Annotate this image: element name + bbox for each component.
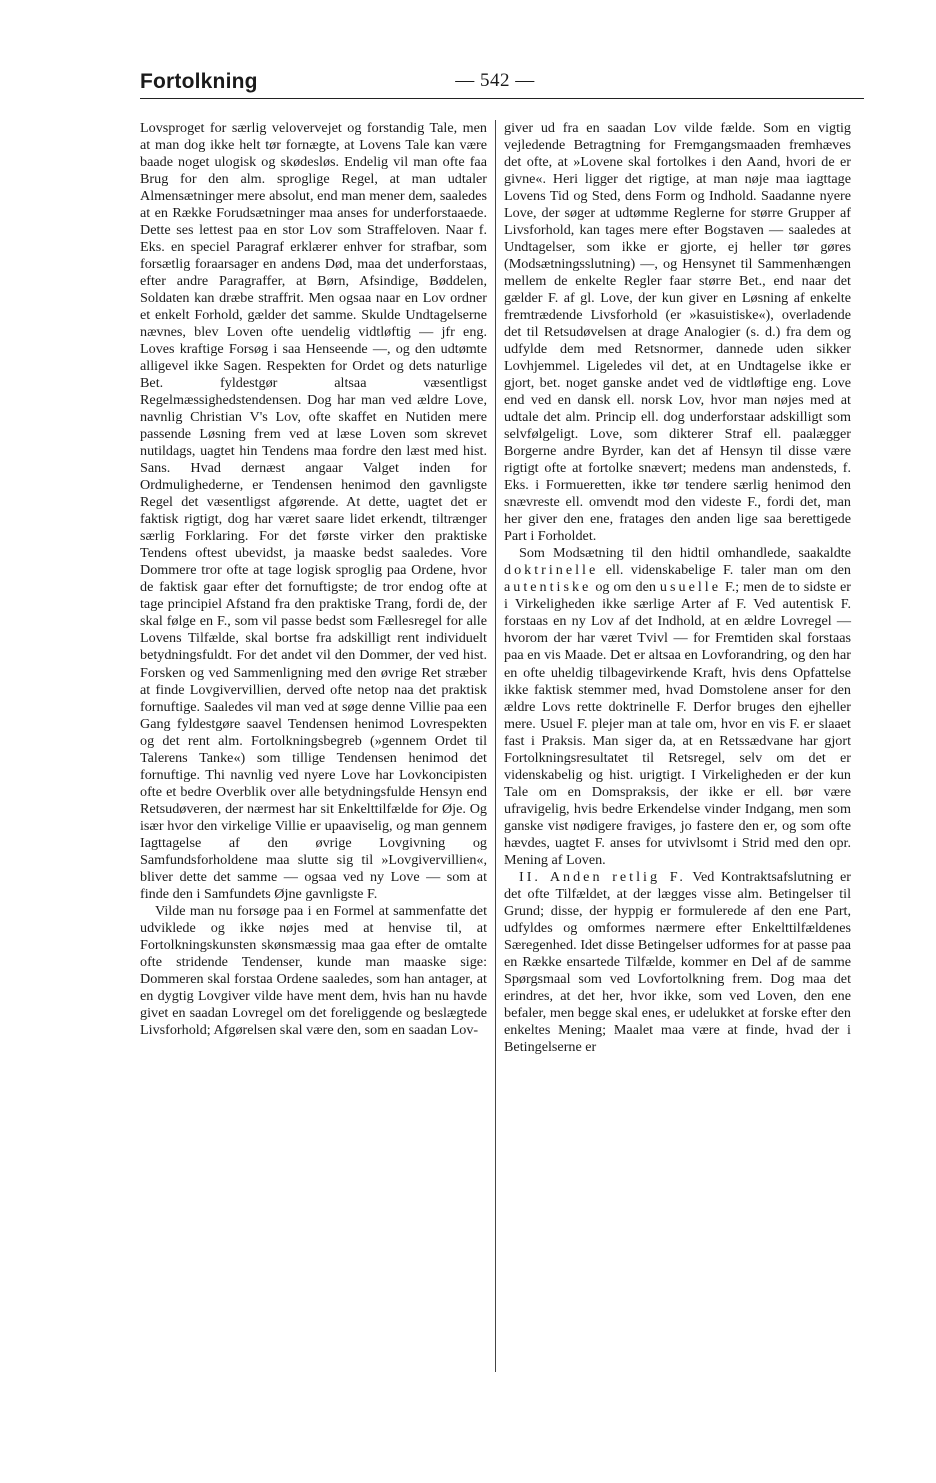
header-rule (140, 98, 864, 99)
paragraph (504, 869, 851, 1056)
paragraph (504, 545, 851, 868)
term-usuelle: usuelle (659, 579, 721, 596)
text-run: F.; men de to sidste er i Virkeligheden ikke særlige Arter af F. Ved autentisk F. forstaas en ny Lov af det Indhold, at en ældre Lovregel — hvorom der har været Tvivl — for Fremtiden skal forstaas paa en vis Maade. Det er altsaa en Lovforandring, og den har en ofte uheldig tilbagevirkende Kraft, hvis dens Opfattelse ikke faktisk stemmer med, hvad Domstolene anser for den ældre Lovs rette doktrinelle F. Derfor bruges den ejheller mere. Usuel F. plejer man at tale om, hvor en vis F. er slaaet fast i Praksis. Man siger da, at en Retssædvane har gjort Fortolkningsresultatet til Retsregel, selv om det er videnskabelig og hist. urigtigt. I Virkeligheden er der kun Tale om en Domspraksis, der ikke er ell. bør være ufravigelig, hvis bedre Erkendelse vinder Indgang, men som ganske vist nødigere fraviges, jo fastere den er, og som ofte hævdes, uagtet F. anses for utvivlsomt i Strid med den opr. Mening af Loven. (504, 579, 851, 868)
page-number: — 542 — (455, 70, 535, 91)
text-run: Som Modsætning til den hidtil omhandlede, saakaldte (519, 545, 851, 562)
left-column (140, 120, 487, 1039)
paragraph: Lovsproget for særlig velovervejet og forstandig Tale, men at man dog ikke helt tør fornægte, at Lovens Tale kan være baade noget ulogisk og skødesløs. Endelig vil man ofte faa Brug for den alm. sproglige Regel, at man udtaler Almensætninger mere absolut, end man mener dem, saaledes at en Række Forudsætninger maa anses for underforstaaede. Dette ses lettest paa en stor Lov som Straffeloven. Naar f. Eks. en speciel Paragraf erklærer enhver for strafbar, som forsætlig foraarsager en andens Død, maa det underforstaas, efter andre Paragraffer, at Børn, Afsindige, Bøddelen, Soldaten kan dræbe straffrit. Men ogsaa naar en Lov ordner et enkelt Forhold, gælder det samme. Skulde Undtagelserne nævnes, blev Loven ofte uendelig vidtløftig — jfr eng. Loves kraftige Forsøg i saa Henseende —, og den udtømte alligevel ikke Sagen. Respekten for Ordet og dets naturlige Bet. fyldestgør altsaa væsentligst Regelmæssighedstendensen. Dog har man ved ældre Love, navnlig Christian V's Lov, ofte skaffet en Nutiden mere passende Løsning frem ved at læse Loven som skrevet nutildags, uagtet hin Tendens maa fordre den læst med hist. Sans. Hvad dernæst angaar Valget inden for Ordmulighederne, er Tendensen henimod den gavnligste Regel det væsentligst afgørende. At dette, uagtet det er faktisk rigtigt, dog har været saare lidet erkendt, tiltrænger særlig Forklaring. For det første virker den praktiske Tendens oftest ubevidst, ja maaske bedst saaledes. Vore Dommere tror ofte at tage logisk sproglig paa Ordene, hvor de faktisk gaar efter det fornuftigste; de tror endog ofte at tage principiel Afstand fra den praktiske Trang, fordi de, der skal følge en F., som vil passe bedst som Fællesregel for alle Lovens Tilfælde, skal bortse fra adskilligt rent individuelt betydningsfuldt. For det andet vil den Dommer, der ved hist. Forsken og ved Sammenligning med den øvrige Ret stræber at finde Lovgivervillien, derved ofte netop naa det praktisk fornuftige. Saaledes vil man ved at søge denne Villie paa een Gang fyldestgøre saavel Tendensen henimod Lovrespekten og det rent alm. Fortolkningsbegreb (»gennem Ordet til Talerens Tanke«) som tillige Tendensen henimod det fornuftige. Thi navnlig ved nyere Love har Lovkoncipisten ofte et bedre Overblik over alle betydningsfulde Hensyn end Retsudøveren, der nærmest har sit Enkelttilfælde for Øje. Og især hvor den virkelige Villie er upaaviselig, og man gennem Iagttagelse af den øvrige Lovgivning og Samfundsforholdene maa slutte sig til »Lovgivervillien«, bliver dette det samme — ogsaa ved ny Love — som at finde den i Samfundets Øjne gavnligste F. (140, 120, 487, 902)
text-run: Ved Kontraktsafslutning er det ofte Tilfældet, at der lægges visse alm. Betingelser til Grund; disse, der hyppig er formulerede af den ene Part, udfyldes og omformes nærmere efter Enkelttilfældenes Særegenhed. Idet disse Betingelser udformes for at passe paa en Række ensartede Tilfælde, kommer en Del af de samme Spørgsmaal som ved Lovfortolkning frem. Dog maa det erindres, at det her, hvor ikke, som ved Loven, den ene befaler, men begge skal enes, er udelukket at forske efter den enkeltes Mening; Maalet maa være at finde, hvad der i Betingelserne er (504, 868, 851, 1055)
term-doktrinelle: doktrinelle (504, 562, 599, 579)
right-column (504, 120, 851, 1056)
page-header (140, 66, 864, 98)
running-head: Fortolkning (140, 70, 258, 93)
section-heading: II. Anden retlig F. (519, 868, 686, 885)
text-run: ell. videnskabelige F. taler man om den (605, 562, 851, 579)
text-run: og om den (595, 579, 656, 596)
paragraph: Vilde man nu forsøge paa i en Formel at sammenfatte det udviklede og ikke nøjes med at henvise til, at Fortolkningskunsten skønsmæssig maa gaa efter de omtalte ofte stridende Tendenser, kunde man maaske sige: Dommeren skal forstaa Ordene saaledes, som han antager, at en dygtig Lovgiver vilde have ment dem, hvis han nu havde givet en saadan Lovregel om det foreliggende og beslægtede Livsforhold; Afgørelsen skal være den, som en saadan Lov- (140, 902, 487, 1038)
term-autentiske: autentiske (504, 579, 592, 596)
paragraph: giver ud fra en saadan Lov vilde fælde. Som en vigtig vejledende Betragtning for Fremgangsmaaden fremhæves det ofte, at »Lovene skal fortolkes i den Aand, hvori de er givne«. Heri ligger det rigtige, at man nøje maa iagttage Lovens Tid og Sted, dens Form og Indhold. Saadanne nyere Love, der søger at udtømme Reglerne for større Grupper af Livsforhold, kan tages mere efter Bogstaven — saaledes at Undtagelser, som ikke er gjorte, ej heller tør gøres (Modsætningsslutning) —, og Hensynet til Sammenhængen mellem de enkelte Regler faar større Bet., end naar det gælder F. af gl. Love, der kun giver en Løsning af enkelte fremtrædende Livsforhold (er »kasuistiske«), overladende det til Retsudøvelsen at drage Analogier (s. d.) fra dem og udfylde dem med Retsnormer, dannede uden sikker Lovhjemmel. Ligeledes vil det, at en Undtagelse ikke er gjort, bet. noget ganske andet ved de vidtløftige eng. Love end ved en dansk ell. norsk Lov, hvor man nøjes med at udtale det alm. Princip ell. dog underforstaar adskilligt som selvfølgeligt. Love, som dikterer Straf ell. paalægger Borgerne andre Byrder, kan det af Hensyn til disse være rigtigt ofte at fortolke snævert; medens man andensteds, f. Eks. i Formueretten, ikke tør tendere særlig henimod den snævreste ell. omvendt mod den videste F., fordi det, man her giver den ene, fratages den anden lige saa berettigede Part i Forholdet. (504, 120, 851, 545)
column-divider (495, 120, 496, 1372)
